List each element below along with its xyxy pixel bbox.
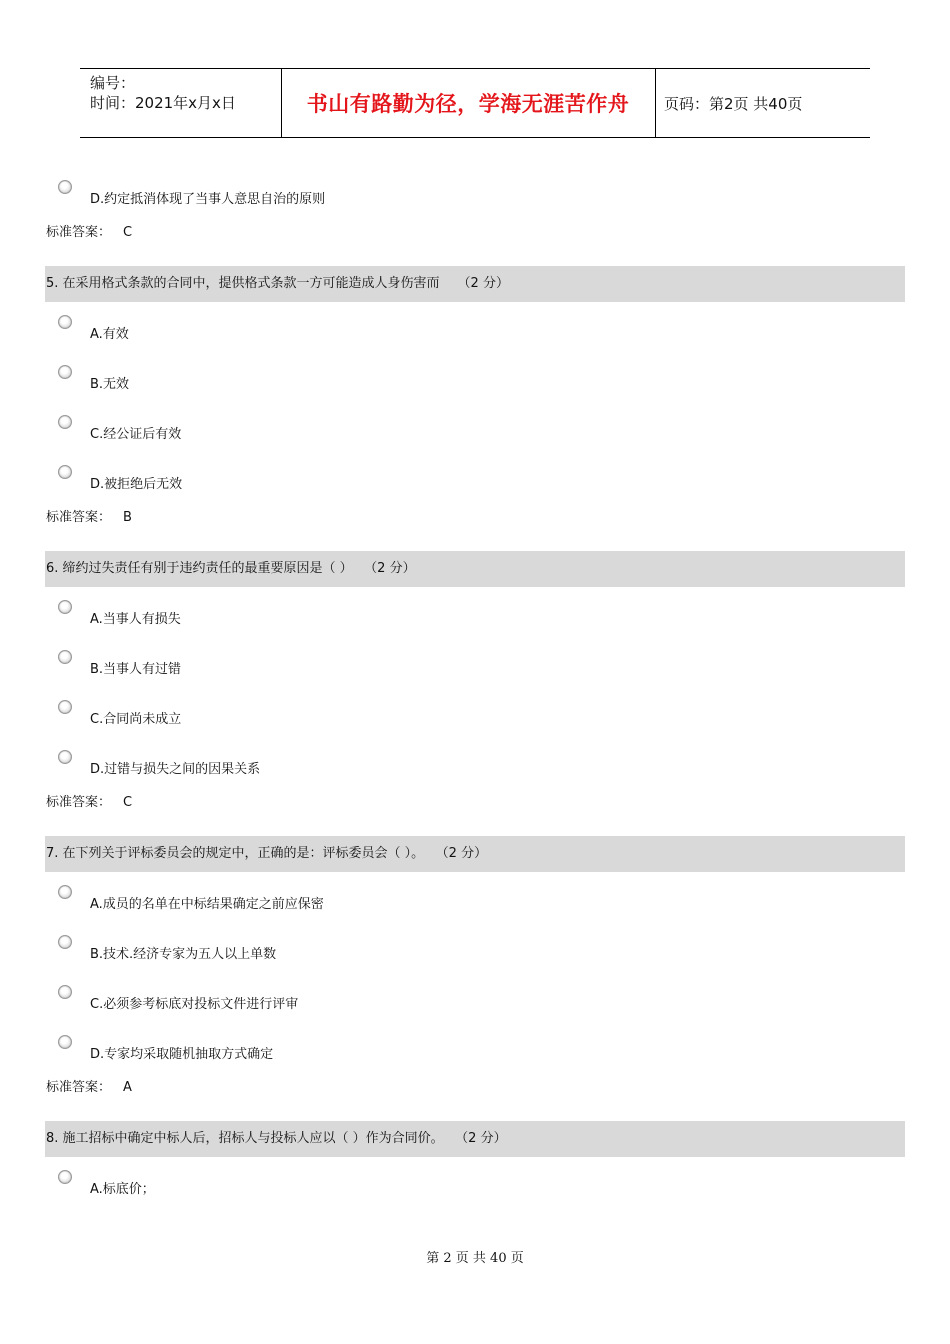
- radio-button-icon[interactable]: [58, 365, 72, 379]
- option-label: D.过错与损失之间的因果关系: [90, 762, 261, 777]
- question-score: （2 分）: [370, 561, 416, 576]
- option-label: B.无效: [90, 377, 130, 392]
- option-label: D.专家均采取随机抽取方式确定: [90, 1047, 274, 1062]
- radio-button-icon[interactable]: [58, 885, 72, 899]
- radio-button-icon[interactable]: [58, 315, 72, 329]
- standard-answer: [46, 506, 132, 525]
- radio-button-icon[interactable]: [58, 985, 72, 999]
- standard-answer: [46, 1076, 132, 1095]
- question-title: 7. 在下列关于评标委员会的规定中，正确的是：评标委员会（ ）。: [46, 846, 425, 861]
- option-label: D.被拒绝后无效: [90, 477, 183, 492]
- header-page-label: 页码：第2页 共40页: [664, 95, 803, 113]
- radio-button-icon[interactable]: [58, 465, 72, 479]
- question-header: [45, 266, 905, 302]
- answer-value: C: [123, 795, 133, 810]
- option-label: B.当事人有过错: [90, 662, 182, 677]
- standard-answer: [46, 221, 132, 240]
- option-label: A.成员的名单在中标结果确定之前应保密: [90, 897, 324, 912]
- answer-label: 标准答案：: [46, 1080, 112, 1095]
- option-label: A.有效: [90, 327, 129, 342]
- answer-label: 标准答案：: [46, 510, 112, 525]
- question-score: （2 分）: [457, 276, 509, 291]
- question-title: 6. 缔约过失责任有别于违约责任的最重要原因是（ ）: [46, 561, 353, 576]
- header-divider: [655, 69, 656, 137]
- answer-value: B: [123, 510, 132, 525]
- option-label: B.技术.经济专家为五人以上单数: [90, 947, 277, 962]
- option-label: C.合同尚未成立: [90, 712, 182, 727]
- question-header: [45, 551, 905, 587]
- radio-button-icon[interactable]: [58, 415, 72, 429]
- question-score: （2 分）: [461, 1131, 507, 1146]
- serial-label: 编号：: [90, 74, 136, 92]
- answer-value: A: [123, 1080, 132, 1095]
- header-motto: 书山有路勤为径，学海无涯苦作舟: [306, 92, 630, 116]
- option-label: A.当事人有损失: [90, 612, 181, 627]
- answer-label: 标准答案：: [46, 795, 112, 810]
- radio-button-icon[interactable]: [58, 750, 72, 764]
- question-header: [45, 1121, 905, 1157]
- radio-button-icon[interactable]: [58, 600, 72, 614]
- question-title: 8. 施工招标中确定中标人后，招标人与投标人应以（ ）作为合同价。: [46, 1131, 444, 1146]
- page-footer: 第 2 页 共 40 页: [426, 1251, 524, 1266]
- question-title: 5. 在采用格式条款的合同中，提供格式条款一方可能造成人身伤害而: [46, 276, 440, 291]
- time-label: 时间：2021年x月x日: [90, 94, 236, 112]
- radio-button-icon[interactable]: [58, 935, 72, 949]
- option-label: C.必须参考标底对投标文件进行评审: [90, 997, 299, 1012]
- standard-answer: [46, 791, 132, 810]
- page-header: [80, 68, 870, 138]
- option-label: D.约定抵消体现了当事人意思自治的原则: [90, 192, 326, 207]
- radio-button-icon[interactable]: [58, 180, 72, 194]
- answer-label: 标准答案：: [46, 225, 112, 240]
- radio-button-icon[interactable]: [58, 1035, 72, 1049]
- radio-button-icon[interactable]: [58, 700, 72, 714]
- header-meta: [90, 73, 236, 113]
- question-header: [45, 836, 905, 872]
- radio-button-icon[interactable]: [58, 650, 72, 664]
- radio-button-icon[interactable]: [58, 1170, 72, 1184]
- option-label: C.经公证后有效: [90, 427, 182, 442]
- question-score: （2 分）: [442, 846, 488, 861]
- answer-value: C: [123, 225, 133, 240]
- option-label: A.标底价；: [90, 1182, 155, 1197]
